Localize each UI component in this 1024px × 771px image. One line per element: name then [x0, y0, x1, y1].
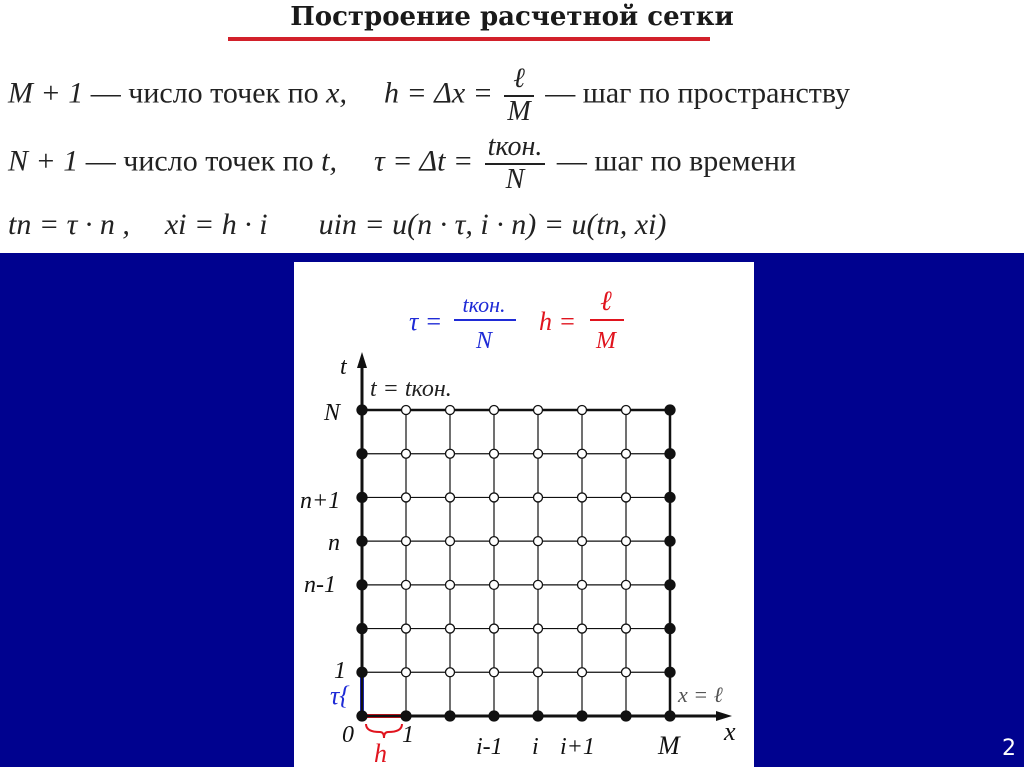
x-label-1: 1 [402, 722, 414, 748]
interior-node [402, 493, 411, 502]
boundary-node [357, 667, 367, 677]
interior-node [622, 406, 631, 415]
t-axis-label: t [340, 354, 347, 380]
y-label-1: 1 [334, 658, 346, 684]
interior-node [622, 537, 631, 546]
interior-node [578, 449, 587, 458]
h-num: ℓ [600, 286, 612, 317]
x-label-i-plus-1: i+1 [560, 734, 595, 760]
tau-num: tкон. [462, 292, 506, 317]
boundary-node [357, 449, 367, 459]
boundary-node [357, 711, 367, 721]
h-mark: h [374, 739, 387, 767]
interior-node [534, 449, 543, 458]
boundary-node [665, 580, 675, 590]
tn-formula: tn = τ · n , [8, 208, 130, 241]
interior-node [622, 493, 631, 502]
interior-node [402, 406, 411, 415]
interior-node [402, 668, 411, 677]
tau-mark: τ{ [330, 681, 350, 710]
xi-formula: xi = h · i [164, 208, 268, 241]
boundary-node [577, 711, 587, 721]
interior-node [402, 624, 411, 633]
boundary-node [665, 667, 675, 677]
boundary-node [665, 711, 675, 721]
x-label-i: i [532, 734, 539, 760]
points-t-text: — число точек по [78, 144, 322, 178]
tau-den: N [475, 328, 493, 354]
interior-node [534, 406, 543, 415]
boundary-node [665, 536, 675, 546]
boundary-node [357, 536, 367, 546]
boundary-node [665, 624, 675, 634]
boundary-node [445, 711, 455, 721]
interior-node [578, 624, 587, 633]
t-axis-arrow [357, 352, 367, 368]
u-formula: uin = u(n · τ, i · n) = u(tn, xi) [318, 208, 667, 241]
interior-node [534, 580, 543, 589]
var-t: t, [321, 144, 338, 178]
interior-node [622, 449, 631, 458]
interior-node [446, 537, 455, 546]
x-end-label: x = ℓ [678, 682, 723, 707]
interior-node [534, 624, 543, 633]
tau-formula: τ = Δt = [374, 144, 474, 178]
m-plus-one: M + 1 [8, 76, 84, 110]
formula-line-1 [8, 64, 850, 128]
slide-number: 2 [1002, 736, 1016, 761]
interior-node [446, 580, 455, 589]
formula-line-3 [8, 208, 666, 242]
boundary-node [357, 580, 367, 590]
x-axis-label: x [724, 717, 736, 746]
boundary-node [401, 711, 411, 721]
interior-node [578, 493, 587, 502]
interior-node [490, 406, 499, 415]
interior-node [446, 449, 455, 458]
points-x-text: — число точек по [83, 76, 327, 110]
boundary-node [665, 492, 675, 502]
interior-node [578, 537, 587, 546]
interior-node [534, 668, 543, 677]
slide-title: Построение расчетной сетки [290, 2, 734, 32]
interior-node [578, 668, 587, 677]
y-label-n-minus-1: n-1 [304, 572, 336, 598]
boundary-node [621, 711, 631, 721]
interior-node [490, 493, 499, 502]
tau-label: τ = [409, 307, 443, 336]
title-underline [228, 37, 710, 41]
interior-node [622, 624, 631, 633]
grid-diagram-panel [294, 262, 754, 767]
h-brace [366, 724, 402, 738]
interior-node [446, 493, 455, 502]
boundary-node [489, 711, 499, 721]
boundary-node [533, 711, 543, 721]
h-den: M [596, 328, 616, 354]
h-label: h = [539, 307, 577, 336]
interior-node [578, 580, 587, 589]
interior-node [622, 580, 631, 589]
interior-node [490, 537, 499, 546]
y-label-n: n [328, 530, 340, 556]
x-label-i-minus-1: i-1 [476, 734, 503, 760]
interior-node [402, 537, 411, 546]
x-label-0: 0 [342, 722, 354, 748]
interior-node [402, 449, 411, 458]
x-label-M: M [658, 731, 680, 760]
var-x: x, [326, 76, 347, 110]
interior-node [622, 668, 631, 677]
interior-node [578, 406, 587, 415]
formula-area [0, 0, 1024, 253]
interior-node [490, 580, 499, 589]
boundary-node [357, 624, 367, 634]
boundary-node [665, 449, 675, 459]
h-formula: h = Δx = [383, 76, 493, 110]
formula-line-2 [8, 132, 796, 196]
grid-diagram [294, 262, 754, 767]
interior-node [534, 493, 543, 502]
n-plus-one: N + 1 [8, 144, 79, 178]
interior-node [446, 624, 455, 633]
interior-node [446, 668, 455, 677]
tau-fraction: $\frac{\text{tкон.}}{N}$ [485, 132, 546, 196]
boundary-node [357, 492, 367, 502]
grid-group [357, 405, 675, 721]
interior-node [446, 406, 455, 415]
y-label-n-plus-1: n+1 [300, 488, 341, 514]
interior-node [490, 449, 499, 458]
interior-node [402, 580, 411, 589]
interior-node [490, 668, 499, 677]
boundary-node [357, 405, 367, 415]
h-fraction: $\frac{\text{ℓ}}{M}$ [504, 64, 533, 128]
space-step-text: — шаг по пространству [545, 76, 851, 110]
t-end-label: t = tкон. [370, 376, 452, 402]
y-label-N: N [324, 400, 341, 426]
boundary-node [665, 405, 675, 415]
time-step-text: — шаг по времени [556, 144, 797, 178]
interior-node [534, 537, 543, 546]
interior-node [490, 624, 499, 633]
